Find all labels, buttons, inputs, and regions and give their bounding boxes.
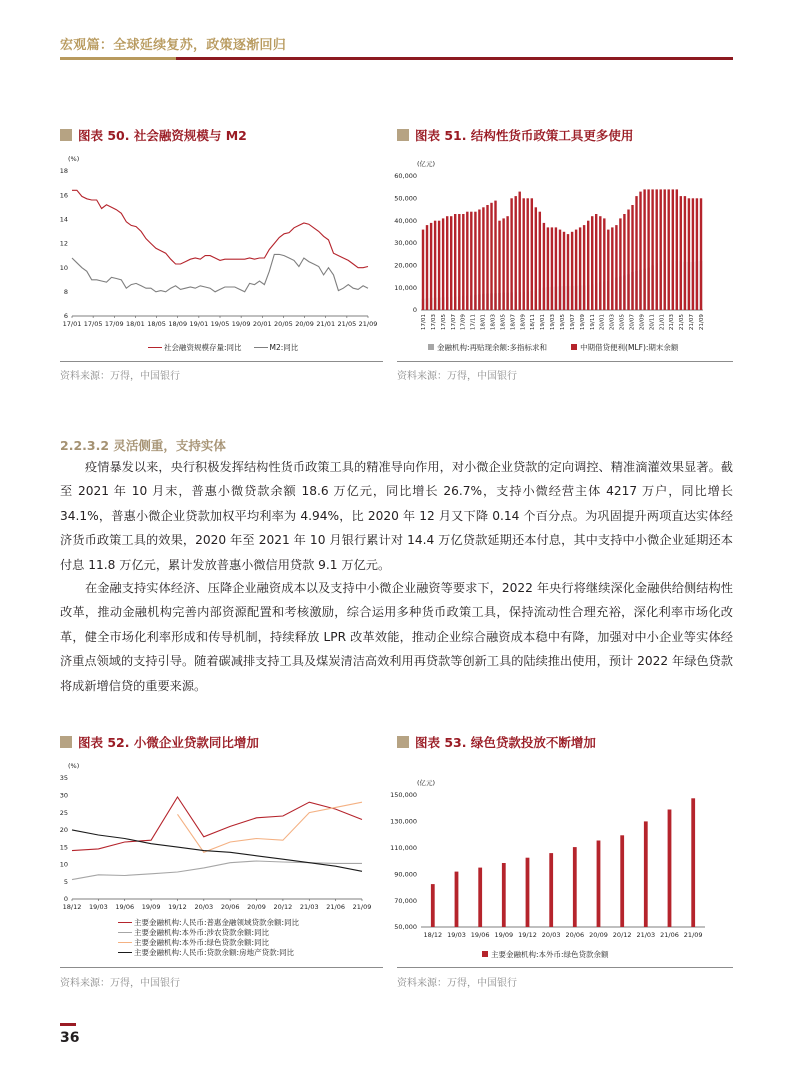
bar-1 [490, 203, 492, 310]
legend-label: 主要金融机构:本外币:绿色贷款余额 [491, 949, 609, 959]
series-line-0 [72, 797, 362, 851]
figure-51-legend [428, 342, 678, 352]
bar-1 [643, 189, 645, 310]
y-axis-unit: (亿元) [417, 160, 436, 168]
bar-1 [426, 225, 428, 310]
y-tick-label: 10 [59, 263, 68, 272]
x-tick-label: 19/01 [189, 320, 209, 328]
y-tick-label: 40,000 [394, 216, 417, 225]
bar-1 [672, 189, 674, 310]
bar-1 [551, 227, 553, 310]
y-tick-label: 110,000 [390, 844, 417, 852]
figure-53-title-text: 图表 53. 绿色贷款投放不断增加 [415, 735, 596, 750]
x-tick-label: 19/09 [141, 903, 161, 911]
bar-1 [458, 214, 460, 310]
bar-1 [615, 225, 617, 310]
y-tick-label: 50,000 [394, 923, 417, 932]
bar-1 [478, 210, 480, 311]
legend-item [118, 947, 299, 957]
x-tick-label: 17/05 [440, 314, 447, 331]
bar-1 [591, 216, 593, 310]
bar-1 [647, 189, 649, 310]
bar-1 [696, 198, 698, 310]
figure-53-chart [390, 753, 733, 948]
y-axis-unit: (%) [68, 762, 80, 770]
y-tick-label: 90,000 [394, 870, 417, 879]
legend-label: 中期借贷便利(MLF):期末余额 [580, 342, 679, 352]
x-tick-label: 20/03 [194, 903, 214, 911]
bar-1 [660, 189, 662, 310]
figure-50-chart [60, 146, 390, 361]
x-tick-label: 21/06 [326, 903, 346, 911]
y-tick-label: 30 [59, 791, 68, 800]
bar-1 [688, 198, 690, 310]
bar-1 [607, 230, 609, 310]
figure-50-rule [60, 361, 383, 362]
y-tick-label: 15 [59, 843, 68, 852]
legend-swatch [118, 932, 132, 933]
bar-1 [603, 218, 605, 310]
legend-swatch [254, 347, 268, 348]
bar-1 [651, 189, 653, 310]
y-tick-label: 16 [59, 191, 68, 200]
x-tick-label: 21/01 [316, 320, 336, 328]
bar-0 [478, 868, 482, 927]
bar-1 [470, 212, 472, 310]
x-tick-label: 20/05 [274, 320, 293, 328]
x-tick-label: 17/09 [460, 314, 467, 331]
y-tick-label: 14 [59, 215, 68, 224]
body-paragraph-1: 疫情暴发以来，央行积极发挥结构性货币政策工具的精准导向作用，对小微企业贷款的定向调控、精准滴灌效果显著。截至 2021 年 10 月末，普惠小微贷款余额 18.6 万亿元，同比增长 26.7%，支持小微经营主体 4217 万户，同比增长 34.1%，普惠小微企业贷款加权平均利率为 4.94%，比 2020 年 12 月又下降 0.14 个百分点。为巩固提升两项直达实体经济货币政策工具的效果，2020 年至 2021 年 10 月银行累计对 14.4 万亿贷款延期还本付息，其中支持中小微企业延期还本付息 11.8 万亿元，累计发放普惠小微信用贷款 9.1 万亿元。 [60, 460, 733, 572]
bar-1 [587, 221, 589, 310]
figure-52-title [60, 733, 259, 751]
figure-53-source: 资料来源：万得，中国银行 [397, 978, 517, 989]
legend-label: 金融机构:再贴现余额:多指标求和 [437, 342, 548, 352]
bar-1 [692, 198, 694, 310]
legend-swatch [118, 942, 132, 943]
legend-label: 主要金融机构:人民币:贷款余额:房地产贷款:同比 [134, 947, 295, 957]
figure-53-title [397, 733, 596, 751]
y-axis-unit: (亿元) [417, 779, 436, 787]
bar-1 [442, 218, 444, 310]
x-tick-label: 17/01 [421, 314, 428, 331]
x-tick-label: 20/12 [612, 931, 632, 939]
y-tick-label: 5 [63, 877, 68, 886]
bar-1 [567, 234, 569, 310]
legend-item [254, 342, 299, 352]
x-tick-label: 20/09 [247, 903, 266, 911]
y-tick-label: 18 [59, 167, 68, 176]
fig50-svg [60, 146, 390, 361]
bar-1 [454, 214, 456, 310]
fig52-svg [60, 753, 390, 913]
x-tick-label: 19/05 [560, 314, 566, 331]
x-tick-label: 18/07 [510, 314, 517, 331]
y-tick-label: 12 [59, 239, 68, 248]
bar-1 [450, 216, 452, 310]
x-tick-label: 19/06 [470, 931, 490, 939]
bar-1 [700, 198, 702, 310]
bar-1 [506, 216, 508, 310]
x-tick-label: 17/05 [83, 320, 103, 328]
y-tick-label: 50,000 [394, 194, 417, 203]
bar-1 [555, 227, 557, 310]
bar-1 [535, 207, 537, 310]
bar-1 [579, 227, 581, 310]
bar-0 [431, 884, 435, 927]
x-tick-label: 21/05 [337, 320, 357, 328]
square-bullet-icon [60, 129, 72, 141]
figure-52-title-text: 图表 52. 小微企业贷款同比增加 [78, 735, 259, 750]
figure-52-chart [60, 753, 390, 913]
bar-0 [644, 821, 648, 927]
bar-1 [668, 189, 670, 310]
x-tick-label: 17/11 [470, 314, 477, 331]
x-tick-label: 20/01 [252, 320, 272, 328]
legend-item [482, 949, 609, 959]
x-tick-label: 17/09 [104, 320, 124, 328]
x-tick-label: 21/01 [659, 314, 666, 331]
x-tick-label: 18/11 [530, 314, 537, 331]
bar-1 [664, 189, 666, 310]
bar-1 [474, 212, 476, 310]
legend-item [148, 342, 242, 352]
x-tick-label: 21/03 [636, 931, 656, 939]
bar-0 [502, 863, 506, 927]
bar-1 [656, 189, 658, 310]
bar-1 [684, 196, 686, 310]
legend-item [118, 917, 299, 927]
legend-swatch [148, 347, 162, 348]
figure-53-legend [482, 949, 609, 959]
y-tick-label: 60,000 [394, 172, 417, 181]
legend-swatch [118, 952, 132, 953]
x-tick-label: 17/07 [450, 314, 457, 331]
x-tick-label: 21/03 [669, 314, 676, 331]
x-tick-label: 19/07 [569, 314, 576, 331]
bar-1 [510, 198, 512, 310]
figure-50-legend [148, 342, 298, 352]
bar-1 [575, 230, 577, 310]
y-tick-label: 20 [59, 826, 68, 835]
figure-52-rule [60, 967, 383, 968]
bar-1 [519, 192, 521, 310]
y-tick-label: 130,000 [390, 817, 417, 826]
bar-1 [547, 227, 549, 310]
figure-50-title-text: 图表 50. 社会融资规模与 M2 [78, 128, 247, 143]
figure-53-rule [397, 967, 733, 968]
y-tick-label: 35 [59, 774, 68, 783]
figure-51-chart [394, 146, 733, 361]
x-tick-label: 18/01 [126, 320, 145, 328]
bar-1 [494, 201, 496, 310]
y-tick-label: 20,000 [394, 261, 417, 270]
bar-1 [635, 196, 637, 310]
bar-1 [482, 207, 484, 310]
series-line-0 [72, 190, 368, 267]
bar-0 [573, 847, 577, 927]
legend-item [428, 342, 547, 352]
legend-swatch [571, 344, 577, 350]
y-tick-label: 8 [63, 288, 68, 297]
bar-1 [571, 232, 573, 310]
y-axis-unit: (%) [68, 155, 80, 163]
body-paragraph-2: 在金融支持实体经济、压降企业融资成本以及支持中小微企业融资等要求下，2022 年央行将继续深化金融供给侧结构性改革，推动金融机构完善内部资源配置和考核激励，综合运用多种货币政策工具，保持流动性合理充裕，深化利率市场化改革，健全市场化利率形成和传导机制，持续释放 LPR 改革效能，推动企业综合融资成本稳中有降，加强对中小企业等实体经济重点领域的支持引导。随着碳减排支持工具及煤炭清洁高效利用再贷款等创新工具的陆续推出使用，预计 2022 年绿色贷款将成新增信贷的重要来源。 [60, 581, 733, 693]
x-tick-label: 20/09 [639, 314, 646, 331]
fig51-svg [394, 146, 733, 361]
x-tick-label: 20/05 [619, 314, 626, 331]
bar-1 [543, 223, 545, 310]
x-tick-label: 20/12 [273, 903, 293, 911]
x-tick-label: 20/03 [541, 931, 561, 939]
bar-1 [676, 189, 678, 310]
square-bullet-icon [397, 736, 409, 748]
y-tick-label: 70,000 [394, 896, 417, 905]
x-tick-label: 20/06 [220, 903, 240, 911]
legend-swatch [482, 951, 488, 957]
x-tick-label: 17/03 [430, 314, 437, 331]
bar-0 [620, 835, 624, 927]
y-tick-label: 30,000 [394, 239, 417, 248]
legend-label: 主要金融机构:本外币:绿色贷款余额:同比 [134, 937, 270, 947]
x-tick-label: 18/12 [423, 931, 443, 939]
bar-1 [559, 230, 561, 310]
header-title: 宏观篇：全球延续复苏，政策逐渐回归 [60, 38, 287, 53]
bar-1 [627, 210, 629, 311]
figure-51-rule [397, 361, 733, 362]
x-tick-label: 19/09 [494, 931, 514, 939]
x-tick-label: 20/09 [589, 931, 608, 939]
legend-swatch [118, 922, 132, 923]
bar-1 [619, 218, 621, 310]
bar-1 [466, 212, 468, 310]
bar-1 [599, 216, 601, 310]
square-bullet-icon [60, 736, 72, 748]
y-tick-label: 10 [59, 860, 68, 869]
figure-52-legend [118, 917, 299, 957]
bar-1 [531, 198, 533, 310]
bar-1 [639, 192, 641, 310]
legend-label: 社会融资规模存量:同比 [164, 342, 242, 352]
bar-1 [631, 205, 633, 310]
page-number: 36 [60, 1030, 80, 1046]
x-tick-label: 19/12 [518, 931, 537, 939]
bar-1 [486, 205, 488, 310]
y-tick-label: 25 [59, 808, 68, 817]
header-rule-accent [60, 57, 176, 60]
bar-1 [462, 214, 464, 310]
legend-item [571, 342, 678, 352]
y-tick-label: 6 [63, 312, 68, 321]
bar-1 [623, 214, 625, 310]
bar-1 [438, 221, 440, 310]
bar-1 [680, 196, 682, 310]
bar-1 [563, 232, 565, 310]
fig53-svg [390, 753, 733, 948]
y-tick-label: 150,000 [390, 791, 417, 800]
x-tick-label: 19/05 [210, 320, 230, 328]
x-tick-label: 21/06 [660, 931, 679, 939]
x-tick-label: 19/11 [589, 314, 596, 331]
x-tick-label: 20/06 [565, 931, 585, 939]
figure-50-title [60, 126, 247, 144]
legend-swatch [428, 344, 434, 350]
bar-1 [583, 225, 585, 310]
bar-0 [691, 798, 695, 927]
x-tick-label: 20/09 [295, 320, 314, 328]
x-tick-label: 18/09 [520, 314, 527, 331]
bar-1 [434, 221, 436, 310]
bar-1 [515, 196, 517, 310]
x-tick-label: 19/09 [231, 320, 251, 328]
bar-1 [502, 218, 504, 310]
x-tick-label: 21/09 [358, 320, 378, 328]
x-tick-label: 19/06 [115, 903, 135, 911]
figure-50-source: 资料来源：万得，中国银行 [60, 371, 180, 382]
bar-1 [539, 212, 541, 310]
x-tick-label: 21/07 [689, 314, 696, 331]
legend-label: 主要金融机构:人民币:普惠金融领域贷款余额:同比 [134, 917, 300, 927]
page-number-accent [60, 1023, 76, 1026]
x-tick-label: 18/03 [490, 314, 497, 331]
y-tick-label: 0 [412, 306, 417, 315]
square-bullet-icon [397, 129, 409, 141]
x-tick-label: 18/05 [500, 314, 507, 331]
x-tick-label: 18/09 [168, 320, 188, 328]
legend-item [118, 937, 299, 947]
bar-1 [527, 198, 529, 310]
x-tick-label: 19/01 [540, 314, 547, 331]
legend-item [118, 927, 299, 937]
bar-1 [446, 216, 448, 310]
x-tick-label: 21/05 [679, 314, 686, 331]
x-tick-label: 18/01 [480, 314, 487, 331]
x-tick-label: 21/09 [698, 314, 705, 331]
x-tick-label: 19/09 [579, 314, 586, 331]
x-tick-label: 18/05 [147, 320, 166, 328]
x-tick-label: 19/03 [550, 314, 557, 331]
bar-0 [549, 853, 553, 927]
x-tick-label: 19/03 [88, 903, 108, 911]
x-tick-label: 20/01 [599, 314, 606, 331]
figure-52-source: 资料来源：万得，中国银行 [60, 978, 180, 989]
y-tick-label: 10,000 [394, 283, 417, 292]
bar-1 [498, 221, 500, 310]
bar-0 [455, 872, 459, 927]
bar-1 [595, 214, 597, 310]
section-heading: 2.2.3.2 灵活侧重，支持实体 [60, 438, 226, 453]
bar-1 [430, 223, 432, 310]
bar-1 [523, 198, 525, 310]
x-tick-label: 20/11 [649, 314, 656, 331]
bar-1 [611, 227, 613, 310]
figure-51-source: 资料来源：万得，中国银行 [397, 371, 517, 382]
x-tick-label: 18/12 [62, 903, 82, 911]
x-tick-label: 20/03 [609, 314, 616, 331]
legend-label: M2:同比 [269, 342, 299, 352]
figure-51-title-text: 图表 51. 结构性货币政策工具更多使用 [415, 128, 634, 143]
x-tick-label: 17/01 [62, 320, 82, 328]
bar-1 [422, 230, 424, 310]
bar-0 [597, 841, 601, 928]
x-tick-label: 21/09 [683, 931, 703, 939]
x-tick-label: 21/03 [299, 903, 319, 911]
x-tick-label: 20/07 [629, 314, 636, 331]
series-line-2 [178, 802, 363, 852]
bar-0 [668, 810, 672, 928]
figure-51-title [397, 126, 633, 144]
x-tick-label: 21/09 [352, 903, 372, 911]
x-tick-label: 19/03 [447, 931, 466, 939]
bar-0 [526, 858, 530, 927]
x-tick-label: 19/12 [168, 903, 187, 911]
legend-label: 主要金融机构:本外币:涉农贷款余额:同比 [134, 927, 270, 937]
y-tick-label: 0 [63, 895, 68, 904]
